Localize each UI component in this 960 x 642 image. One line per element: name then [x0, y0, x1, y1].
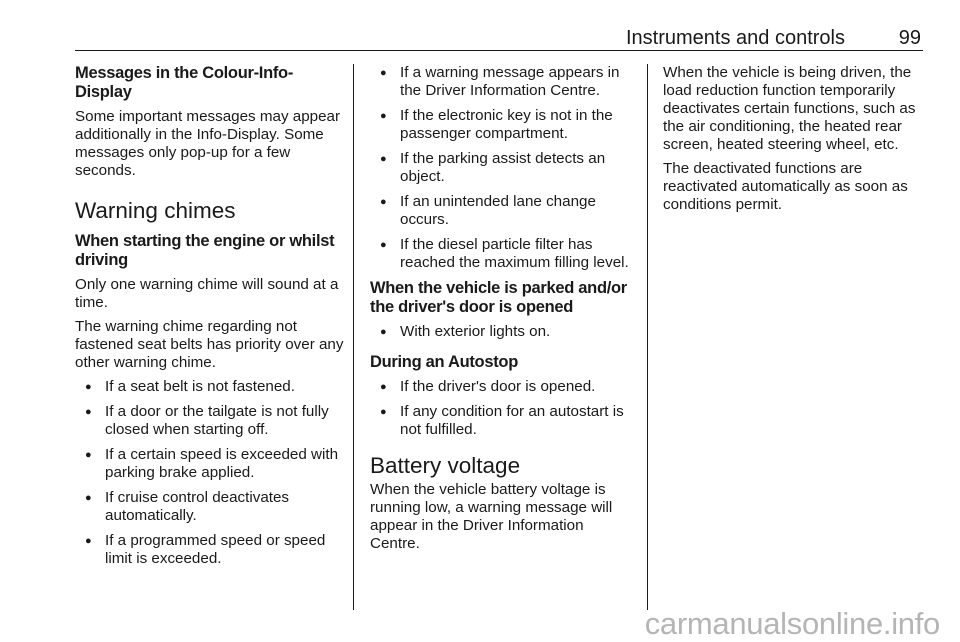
list-item: ● If a warning message appears in the Driver Information Centre. — [370, 64, 636, 100]
section-title-warning-chimes: Warning chimes — [75, 198, 236, 223]
heading-colour-info-display: Messages in the Colour-Info-Display — [75, 64, 294, 101]
list-item: ● If a door or the tailgate is not fully closed when starting off. — [75, 403, 345, 439]
bullet-list-autostop — [370, 378, 636, 439]
bullet-list-parked — [370, 323, 636, 341]
column-3 — [663, 64, 929, 220]
bullet-list-chimes-2 — [370, 64, 636, 272]
list-item: ● If cruise control deactivates automatically. — [75, 489, 345, 525]
paragraph-seat-belt-priority: The warning chime regarding not fastened seat belts has priority over any other warning chime. — [75, 318, 344, 371]
page-number: 99 — [898, 27, 921, 49]
paragraph-reactivation: The deactivated functions are reactivated automatically as soon as conditions permit. — [663, 160, 908, 213]
heading-vehicle-parked: When the vehicle is parked and/or the driver's door is opened — [370, 279, 627, 316]
list-item: ● If the driver's door is opened. — [370, 378, 636, 396]
bullet-list-chimes-1 — [75, 378, 345, 568]
list-item: ● If an unintended lane change occurs. — [370, 193, 636, 229]
column-divider-2 — [647, 64, 648, 610]
header-title: Instruments and controls — [626, 27, 845, 49]
list-item: ● If the electronic key is not in the passenger compartment. — [370, 107, 636, 143]
header-divider — [75, 50, 923, 51]
column-2 — [370, 64, 636, 559]
list-item: ● If the parking assist detects an object. — [370, 150, 636, 186]
list-item: ● With exterior lights on. — [370, 323, 636, 341]
paragraph-info-display: Some important messages may appear additionally in the Info-Display. Some messages only pop-up for a few seconds. — [75, 108, 341, 179]
list-item: ● If a seat belt is not fastened. — [75, 378, 345, 396]
list-item: ● If any condition for an autostart is not fulfilled. — [370, 403, 636, 439]
heading-starting-engine: When starting the engine or whilst driving — [75, 232, 335, 269]
list-item: ● If the diesel particle filter has reached the maximum filling level. — [370, 236, 636, 272]
section-title-battery-voltage: Battery voltage — [370, 453, 521, 478]
paragraph-battery: When the vehicle battery voltage is running low, a warning message will appear in the Driver Information Centre. — [370, 481, 613, 552]
heading-autostop: During an Autostop — [370, 353, 518, 371]
list-item: ● If a programmed speed or speed limit is exceeded. — [75, 532, 345, 568]
column-1 — [75, 64, 345, 575]
column-divider-1 — [353, 64, 354, 610]
list-item: ● If a certain speed is exceeded with parking brake applied. — [75, 446, 345, 482]
page-header — [75, 27, 923, 51]
paragraph-load-reduction: When the vehicle is being driven, the load reduction function temporarily deactivates certain functions, such as the air conditioning, the heated rear screen, heated steering wheel, etc. — [663, 64, 916, 153]
paragraph-one-chime: Only one warning chime will sound at a time. — [75, 276, 339, 311]
watermark: carmanualsonline.info — [644, 606, 940, 641]
